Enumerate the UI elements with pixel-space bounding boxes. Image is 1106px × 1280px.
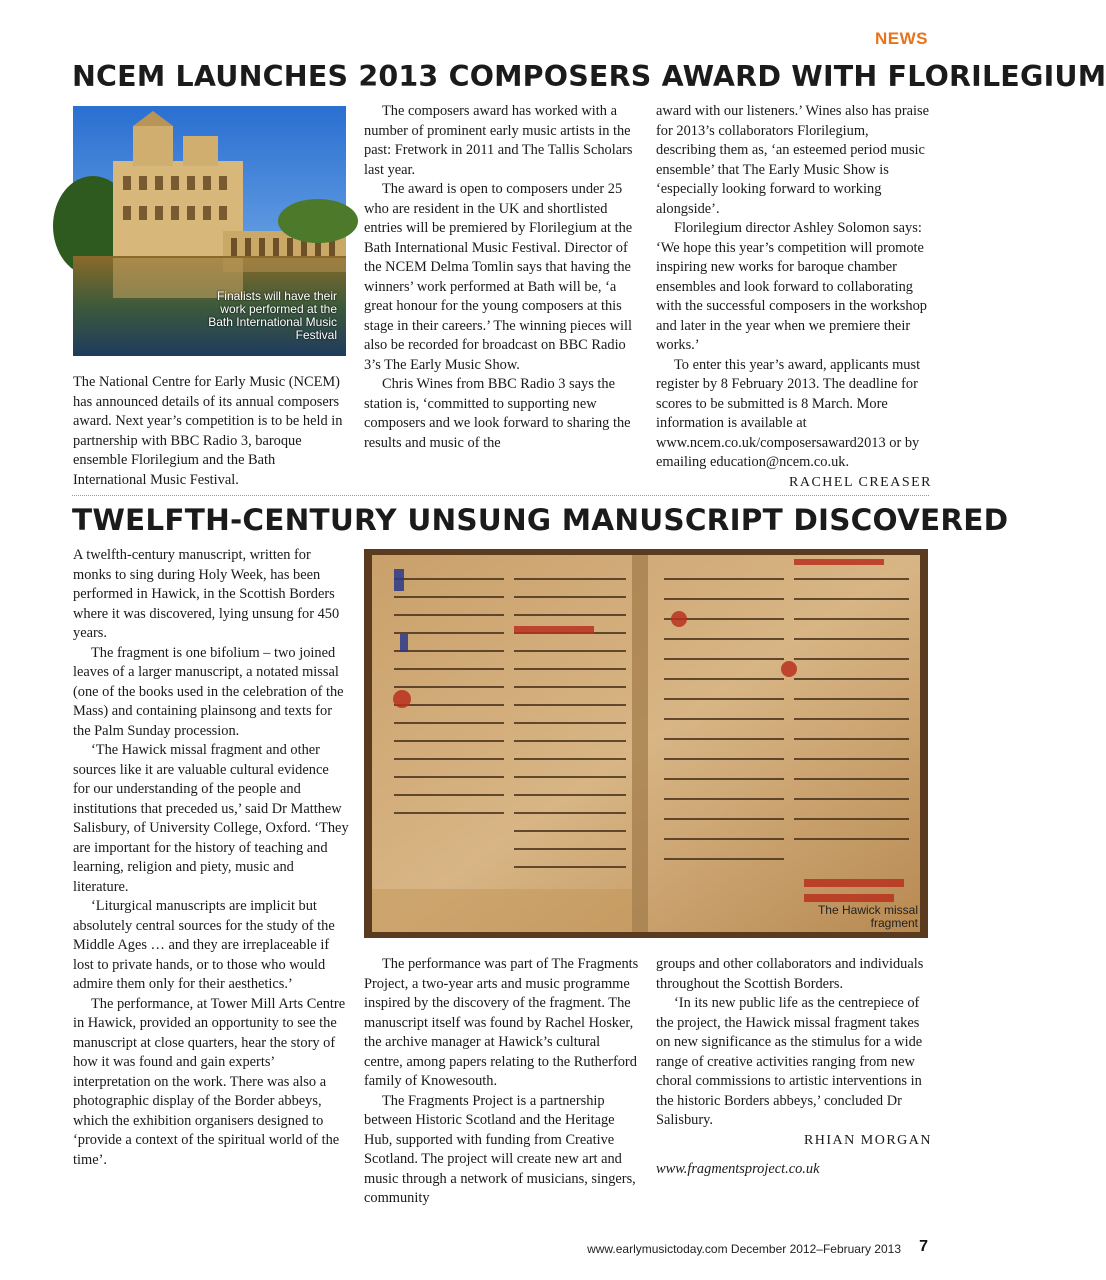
fragments-project-link[interactable]: www.fragmentsproject.co.uk bbox=[656, 1161, 820, 1177]
paragraph: The award is open to composers under 25 who are resident in the UK and shortlisted entries will be premiered by Florilegium at the Bath International Music Festival. Director of the NCEM Delma Tomlin says that having the winners’ work performed at Bath will be, ‘a great honour for the young composers at this stage in their careers.’ The winning pieces will also be recorded for broadcast on BBC Radio 3’s The Early Music Show. bbox=[364, 181, 633, 373]
bath-photo bbox=[73, 106, 346, 356]
article1-byline: RACHEL CREASER bbox=[789, 474, 932, 490]
footer-text: www.earlymusictoday.com December 2012–February 2013 bbox=[587, 1242, 901, 1256]
manuscript-photo-caption: The Hawick missal fragment bbox=[817, 903, 918, 930]
manuscript-illustration bbox=[364, 549, 928, 938]
section-tag: NEWS bbox=[875, 29, 928, 48]
article2-byline: RHIAN MORGAN bbox=[803, 1132, 932, 1148]
article2-column-3 bbox=[656, 955, 932, 1180]
paragraph: A twelfth-century manuscript, written for monks to sing during Holy Week, has been performed in Hawick, in the Scottish Borders where it was discovered, lying unsung for 450 years. bbox=[73, 547, 340, 641]
paragraph: award with our listeners.’ Wines also has praise for 2013’s collaborators Florilegium, describing them as, ‘an esteemed period music ensemble’ that The Early Music Show is ‘especially looking forward to working alongside’. bbox=[656, 103, 930, 217]
section-divider bbox=[72, 495, 929, 496]
paragraph: The performance, at Tower Mill Arts Centre in Hawick, provided an opportunity to see the manuscript at close quarters, hear the story of how it was found and gain experts’ interpretation on the work. There was also a photographic display of the Border abbeys, which the exhibition organisers designed to ‘provide a context of the spiritual world of the time’. bbox=[73, 995, 346, 1168]
article2-headline: TWELFTH-CENTURY UNSUNG MANUSCRIPT DISCOVERED bbox=[72, 503, 1009, 537]
paragraph: ‘In its new public life as the centrepiece of the project, the Hawick missal fragment takes on new significance as the stimulus for a wide range of creative activities ranging from new choral commissions to artistic interventions in the historic Borders abbeys,’ concluded Dr Salisbury. bbox=[656, 995, 923, 1128]
article1-headline: NCEM LAUNCHES 2013 COMPOSERS AWARD WITH FLORILEGIUM bbox=[72, 60, 1106, 93]
paragraph: ‘The Hawick missal fragment and other sources like it are valuable cultural evidence for our understanding of the people and institutions that preceded us,’ said Dr Matthew Salisbury, of University College, Oxford. ‘They are important for the history of teaching and learning, religion and piety, music and literature. bbox=[73, 742, 349, 895]
paragraph: groups and other collaborators and individuals throughout the Scottish Borders. bbox=[656, 956, 924, 992]
page-number: 7 bbox=[919, 1238, 928, 1255]
article2-column-2 bbox=[364, 955, 640, 1209]
paragraph: Chris Wines from BBC Radio 3 says the station is, ‘committed to supporting new composers and we look forward to sharing the results and music of the bbox=[364, 376, 631, 451]
paragraph: To enter this year’s award, applicants must register by 8 February 2013. The deadline for scores to be submitted is 8 March. More information is available at www.ncem.co.uk/composersaward2013 or by emailing education@ncem.co.uk. bbox=[656, 356, 921, 470]
article1-column-1 bbox=[73, 373, 349, 490]
paragraph: The Fragments Project is a partnership between Historic Scotland and the Heritage Hub, supported with funding from Creative Scotland. The project will create new art and music through a network of musicians, singers, community bbox=[364, 1092, 636, 1206]
article1-column-3 bbox=[656, 102, 932, 492]
manuscript-photo bbox=[364, 549, 928, 938]
paragraph: The composers award has worked with a number of prominent early music artists in the past: Fretwork in 2011 and The Tallis Scholars last year. bbox=[364, 103, 633, 178]
article1-column-2 bbox=[364, 102, 640, 453]
paragraph: The performance was part of The Fragments Project, a two-year arts and music programme inspired by the discovery of the fragment. The manuscript itself was found by Rachel Hosker, the archive manager at Hawick’s cultural centre, among papers relating to the Rutherford family of Knowesouth. bbox=[364, 956, 639, 1089]
paragraph: The National Centre for Early Music (NCEM) has announced details of its annual composers award. Next year’s competition is to be held in partnership with BBC Radio 3, baroque ensemble Florilegium and the Bath International Music Festival. bbox=[73, 374, 343, 488]
paragraph: Florilegium director Ashley Solomon says: ‘We hope this year’s competition will promote inspiring new works for baroque chamber ensembles and look forward to collaborating with the successful composers in the workshop and later in the year when we premiere their works.’ bbox=[656, 220, 927, 353]
bath-photo-caption: Finalists will have their work performed at the Bath International Music Festival bbox=[208, 289, 337, 342]
article2-column-1 bbox=[73, 546, 349, 1170]
paragraph: The fragment is one bifolium – two joined leaves of a larger manuscript, a notated missal (one of the books used in the celebration of the Mass) and containing plainsong and texts for the Palm Sunday procession. bbox=[73, 644, 344, 739]
paragraph: ‘Liturgical manuscripts are implicit but absolutely central sources for the study of the Middle Ages … and they are irreplaceable if lost to private hands, or to those who would admire them only for their aesthetics.’ bbox=[73, 898, 335, 992]
